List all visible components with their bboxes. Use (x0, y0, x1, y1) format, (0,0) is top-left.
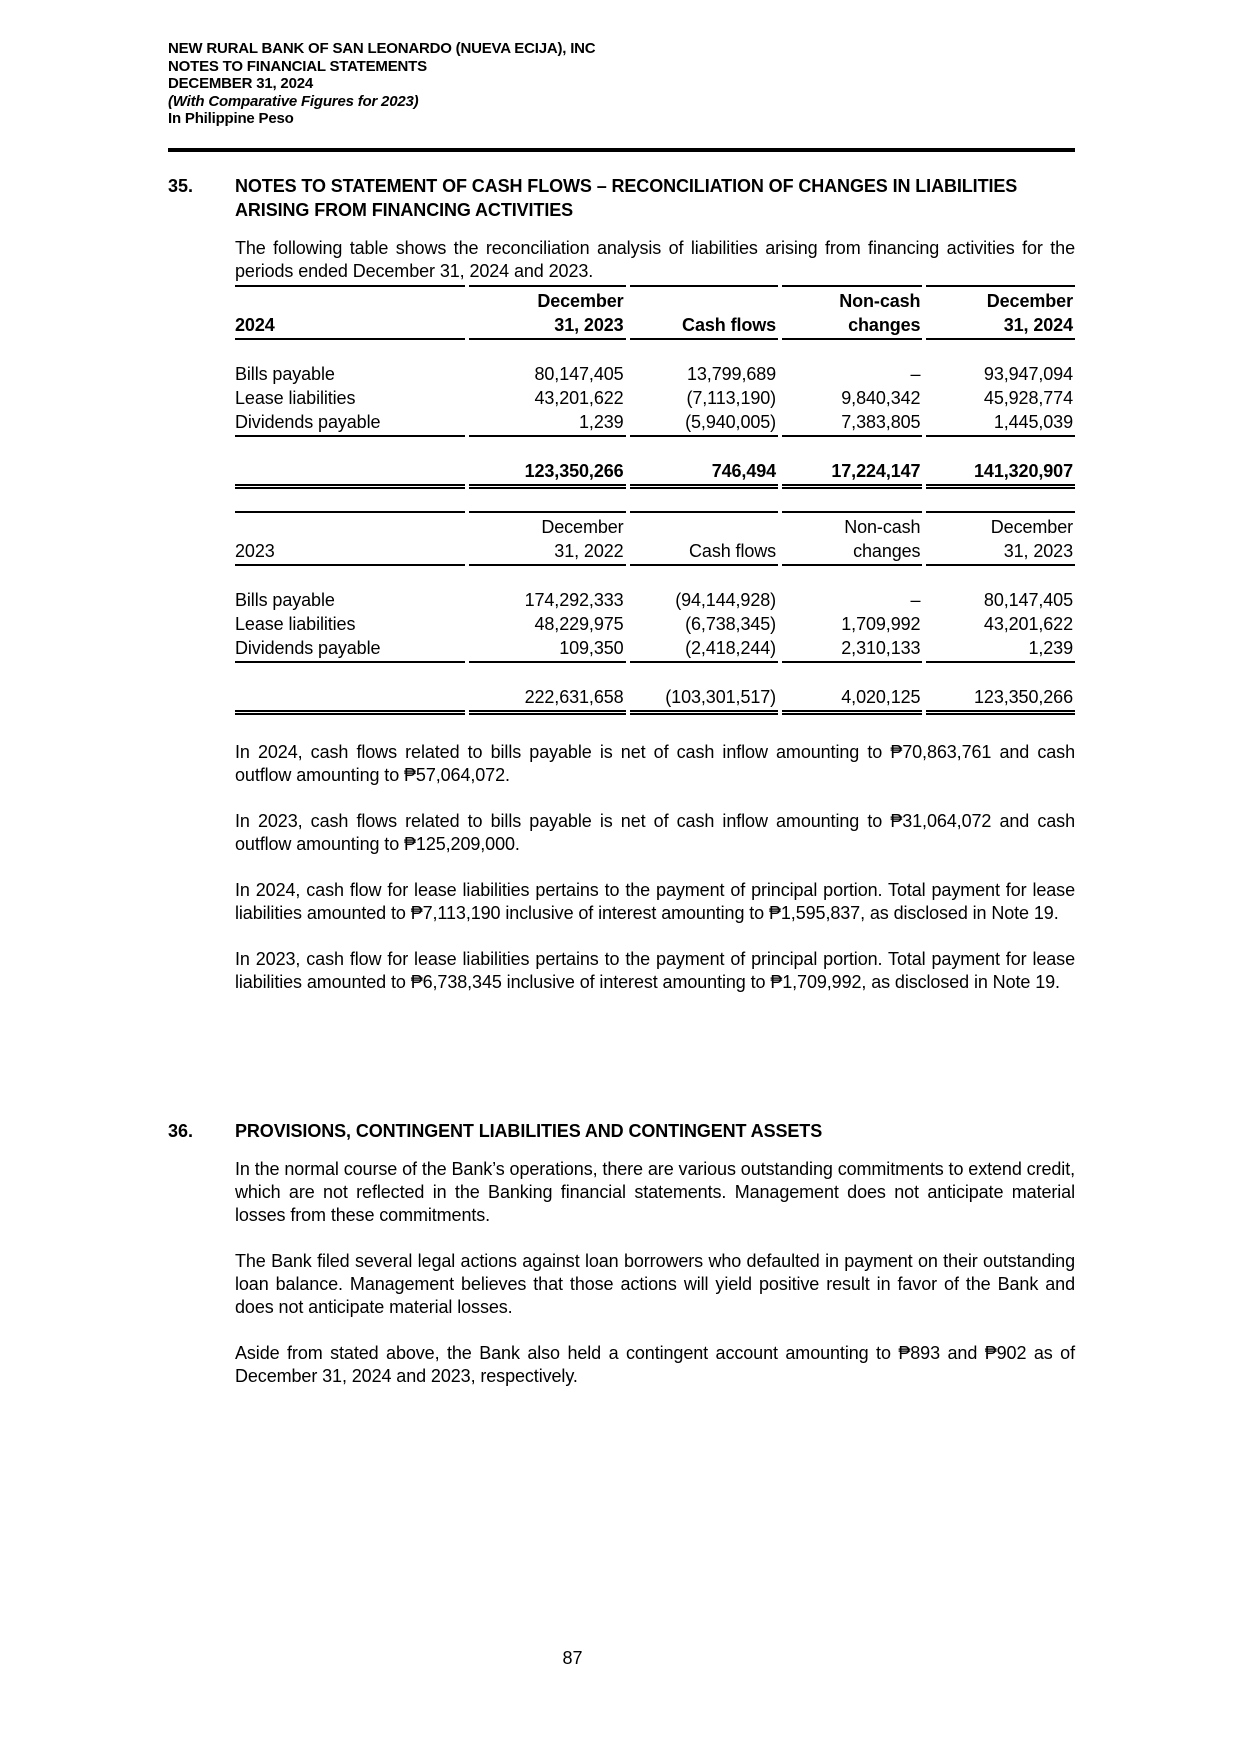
value-cell: – (910, 363, 921, 384)
column-header: December (469, 511, 626, 540)
column-header: December (469, 285, 626, 314)
note-paragraph: In 2024, cash flow for lease liabilities pertains to the payment of principal portion. Total payment for lease liabilities amounted to ₱7,113,190 inclusive of interest amounting to ₱1,595,837, as disclosed in Note 19. (235, 879, 1075, 923)
section-number: 36. (168, 1120, 194, 1141)
section-35-heading (168, 174, 1075, 222)
empty-cell (235, 511, 465, 540)
page-number: 87 (562, 1648, 583, 1668)
column-header: December (926, 511, 1075, 540)
totals-row (235, 686, 1075, 715)
column-header: 31, 2023 (469, 314, 626, 340)
header-divider (168, 148, 1075, 152)
value-cell: 1,445,039 (926, 411, 1075, 437)
value-cell: 13,799,689 (686, 363, 777, 384)
column-header: Non-cash (782, 511, 922, 540)
table-row (235, 613, 1075, 637)
column-header: Non-cash (782, 285, 922, 314)
column-header: 31, 2024 (926, 314, 1075, 340)
value-cell: 9,840,342 (841, 387, 921, 408)
totals-value: (103,301,517) (630, 686, 779, 715)
row-label: Dividends payable (235, 637, 465, 663)
value-cell: 43,201,622 (983, 613, 1073, 634)
column-header: Cash flows (630, 540, 779, 566)
column-header: changes (782, 540, 922, 566)
intro-paragraph: The following table shows the reconciliation analysis of liabilities arising from financing activities for the periods ended December 31, 2024 and 2023. (235, 237, 1075, 281)
body-paragraph: Aside from stated above, the Bank also held a contingent account amounting to ₱893 and ₱902 as of December 31, 2024 and 2023, respectively. (235, 1342, 1075, 1386)
value-cell: – (910, 589, 921, 610)
year-label: 2024 (235, 314, 465, 340)
value-cell: 43,201,622 (534, 387, 624, 408)
spacer-row (235, 566, 1075, 589)
letterhead (168, 40, 1075, 128)
value-cell: (7,113,190) (686, 387, 777, 408)
table-row (235, 411, 1075, 437)
year-label: 2023 (235, 540, 465, 566)
section-number: 35. (168, 175, 194, 196)
column-header (630, 285, 779, 314)
section-35-body (235, 237, 1075, 994)
value-cell: (2,418,244) (630, 637, 779, 663)
table-header-row-2 (235, 314, 1075, 340)
column-header: 31, 2023 (926, 540, 1075, 566)
totals-value: 141,320,907 (926, 460, 1075, 489)
reconciliation-table-2023 (231, 511, 1079, 715)
section-36-body (235, 1158, 1075, 1388)
value-cell: (5,940,005) (630, 411, 779, 437)
totals-value: 123,350,266 (926, 686, 1075, 715)
spacer-row (235, 663, 1075, 686)
section-title: PROVISIONS, CONTINGENT LIABILITIES AND CONTINGENT ASSETS (235, 1120, 823, 1141)
row-label: Lease liabilities (235, 387, 356, 408)
value-cell: 109,350 (469, 637, 626, 663)
value-cell: 80,147,405 (534, 363, 624, 384)
value-cell: 1,709,992 (841, 613, 921, 634)
value-cell: 45,928,774 (983, 387, 1073, 408)
column-header: Cash flows (630, 314, 779, 340)
totals-value: 4,020,125 (782, 686, 922, 715)
column-header: changes (782, 314, 922, 340)
row-label: Bills payable (235, 589, 335, 610)
bank-name: NEW RURAL BANK OF SAN LEONARDO (NUEVA ECIJA), INC (168, 40, 596, 57)
note-paragraph: In 2023, cash flows related to bills payable is net of cash inflow amounting to ₱31,064,072 and cash outflow amounting to ₱125,209,000. (235, 810, 1075, 854)
value-cell: 93,947,094 (983, 363, 1073, 384)
body-paragraph: The Bank filed several legal actions against loan borrowers who defaulted in payment on their outstanding loan balance. Management believes that those actions will yield positive result in favor of the Bank and does not anticipate material losses. (235, 1250, 1075, 1317)
column-header: 31, 2022 (469, 540, 626, 566)
section-title: NOTES TO STATEMENT OF CASH FLOWS – RECONCILIATION OF CHANGES IN LIABILITIES ARISING FROM FINANCING ACTIVITIES (235, 175, 1018, 220)
value-cell: (6,738,345) (685, 613, 777, 634)
table-row (235, 387, 1075, 411)
value-cell: 48,229,975 (534, 613, 624, 634)
totals-row (235, 460, 1075, 489)
totals-value: 222,631,658 (469, 686, 626, 715)
table-row (235, 363, 1075, 387)
comparative-note: (With Comparative Figures for 2023) (168, 92, 419, 110)
column-header (630, 511, 779, 540)
note-paragraph: In 2023, cash flow for lease liabilities pertains to the payment of principal portion. Total payment for lease liabilities amounted to ₱6,738,345 inclusive of interest amounting to ₱1,709,992, as disclosed in Note 19. (235, 948, 1075, 992)
note-paragraph: In 2024, cash flows related to bills payable is net of cash inflow amounting to ₱70,863,761 and cash outflow amounting to ₱57,064,072. (235, 741, 1075, 785)
empty-cell (235, 285, 465, 314)
totals-value: 17,224,147 (782, 460, 922, 489)
value-cell: 1,239 (469, 411, 626, 437)
value-cell: (94,144,928) (675, 589, 777, 610)
table-row (235, 589, 1075, 613)
empty-cell (235, 460, 465, 489)
table-row (235, 637, 1075, 663)
table-header-row-2 (235, 540, 1075, 566)
value-cell: 174,292,333 (524, 589, 624, 610)
row-label: Lease liabilities (235, 613, 356, 634)
empty-cell (235, 686, 465, 715)
table-header-row-1 (235, 285, 1075, 314)
value-cell: 2,310,133 (782, 637, 922, 663)
section-36-heading (168, 1119, 1075, 1143)
reconciliation-table-2024 (231, 285, 1079, 489)
body-paragraph: In the normal course of the Bank’s operations, there are various outstanding commitments to extend credit, which are not reflected in the Banking financial statements. Management does not anticipate material losses from these commitments. (235, 1158, 1075, 1225)
report-date: DECEMBER 31, 2024 (168, 75, 313, 93)
row-label: Bills payable (235, 363, 335, 384)
report-title: NOTES TO FINANCIAL STATEMENTS (168, 57, 427, 75)
totals-value: 746,494 (630, 460, 779, 489)
table-header-row-1 (235, 511, 1075, 540)
row-label: Dividends payable (235, 411, 465, 437)
spacer-row (235, 437, 1075, 460)
spacer-row (235, 340, 1075, 363)
value-cell: 80,147,405 (983, 589, 1073, 610)
column-header: December (926, 285, 1075, 314)
value-cell: 7,383,805 (782, 411, 922, 437)
value-cell: 1,239 (926, 637, 1075, 663)
totals-value: 123,350,266 (469, 460, 626, 489)
currency-note: In Philippine Peso (168, 110, 294, 128)
